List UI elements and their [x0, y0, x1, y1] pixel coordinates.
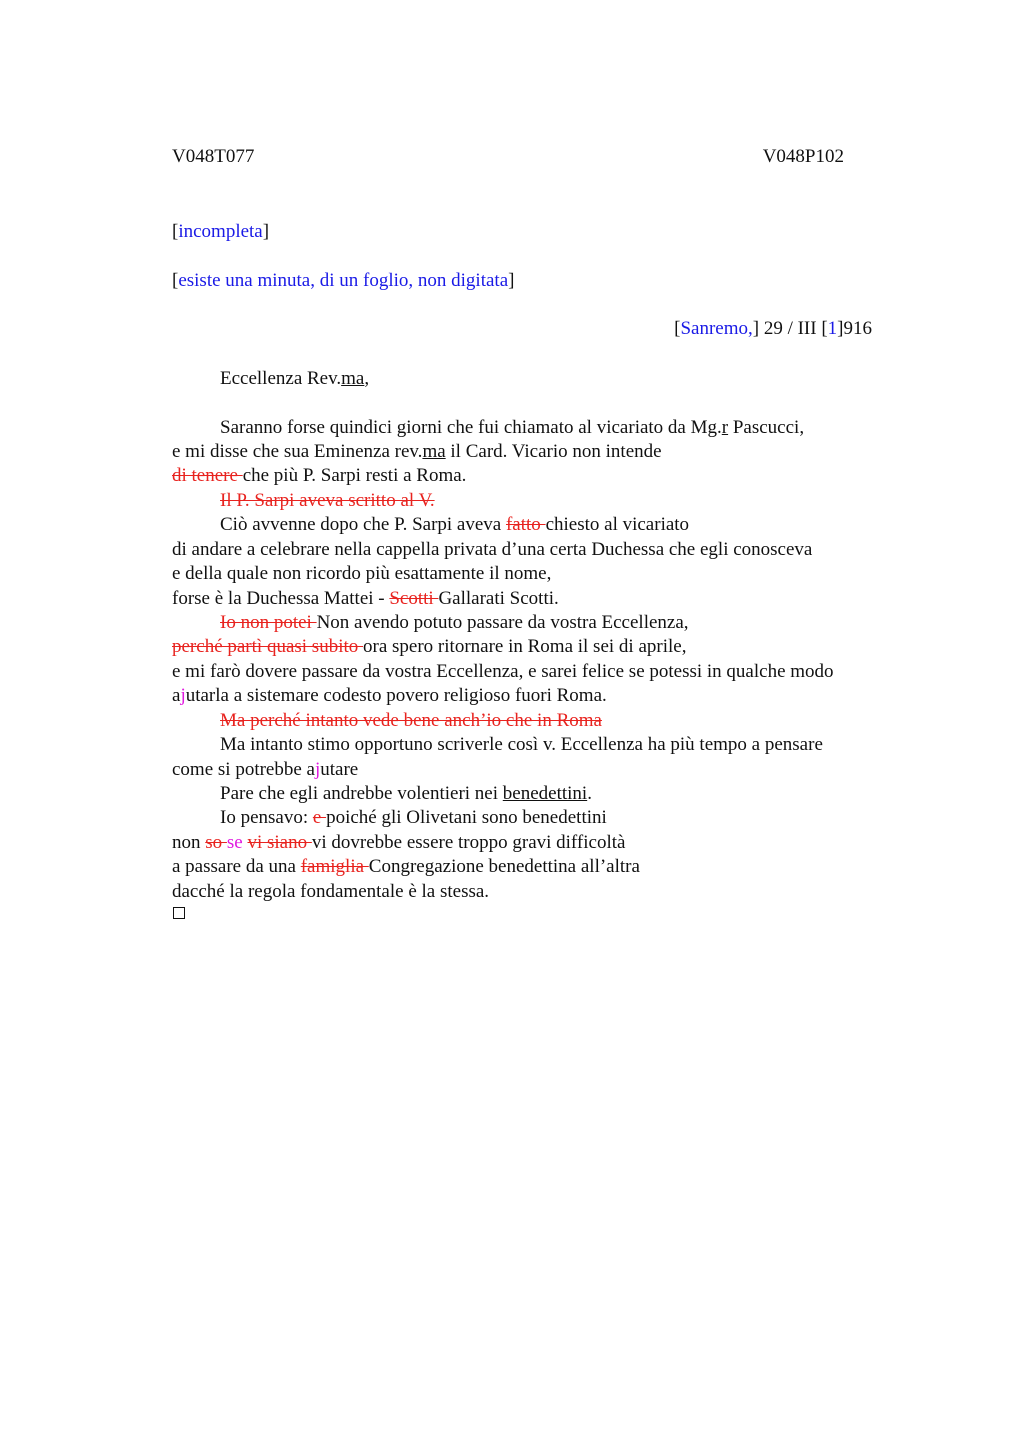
body-line [220, 489, 435, 513]
code-right: V048P102 [762, 146, 844, 167]
note-incomplete: [incompleta] [172, 221, 270, 242]
deleted-text: Il P. Sarpi aveva scritto al V. [220, 490, 435, 511]
text: Saranno forse quindici giorni che fui chiamato al vicariato da Mg. [220, 417, 722, 438]
text: e mi farò dovere passare da vostra Eccellenza, e sarei felice se potessi in qualche modo [172, 661, 834, 682]
text: forse è la Duchessa Mattei - [172, 588, 390, 609]
body-line [172, 831, 625, 855]
text: a [172, 685, 181, 706]
inserted-text: se [226, 832, 248, 853]
body-line [172, 758, 358, 782]
text: Ma intanto stimo opportuno scriverle così v. Eccellenza ha più tempo a pensare [220, 734, 823, 755]
body-line [172, 440, 662, 464]
body-line [172, 684, 607, 708]
text: ora spero ritornare in Roma il sei di aprile, [363, 636, 687, 657]
end-marker-box [173, 907, 185, 919]
body-line [172, 855, 640, 879]
text: il Card. Vicario non intende [445, 441, 662, 462]
dateline: [Sanremo,] 29 / III [1]916 [674, 318, 872, 339]
text-underlined: r [721, 417, 729, 438]
salutation-comma: , [364, 368, 370, 389]
body-line [220, 513, 689, 537]
body-line [172, 464, 466, 488]
dateline-place: Sanremo, [680, 318, 753, 339]
text: Pascucci, [728, 417, 805, 438]
text: a passare da una [172, 856, 301, 877]
text: utarla a sistemare codesto povero religioso fuori Roma. [185, 685, 607, 706]
inserted-letter: j [180, 685, 186, 706]
note-draft: [esiste una minuta, di un foglio, non digitata] [172, 270, 515, 291]
deleted-text: Ma perché intanto vede bene anch’io che in Roma [220, 710, 602, 731]
text: utare [320, 759, 359, 780]
body-line [172, 538, 812, 562]
body-line [220, 709, 602, 733]
salutation-text: Eccellenza Rev. [220, 368, 342, 389]
body-line [172, 660, 834, 684]
body-line [172, 635, 686, 659]
text: . [587, 783, 592, 804]
note-incomplete-text: incompleta [178, 221, 263, 242]
body-line [172, 587, 559, 611]
body-line [172, 880, 489, 904]
text-underlined: ma [422, 441, 446, 462]
text: Ciò avvenne dopo che P. Sarpi aveva [220, 514, 506, 535]
text: Gallarati Scotti. [438, 588, 559, 609]
deleted-text: so [205, 832, 227, 853]
note-draft-text: esiste una minuta, di un foglio, non digitata [178, 270, 509, 291]
deleted-text: Io non potei [220, 612, 317, 633]
code-left: V048T077 [172, 146, 255, 167]
dateline-year: 916 [843, 318, 872, 339]
text: poiché gli Olivetani sono benedettini [326, 807, 607, 828]
deleted-text: fatto [505, 514, 546, 535]
body-line [220, 416, 804, 440]
deleted-text: perché partì quasi subito [172, 636, 364, 657]
text: chiesto al vicariato [545, 514, 690, 535]
dateline-date: 29 / III [763, 318, 822, 339]
deleted-text: vi siano [247, 832, 312, 853]
deleted-text: di tenere [172, 465, 243, 486]
salutation-superscript: ma [341, 368, 365, 389]
text: che più P. Sarpi resti a Roma. [242, 465, 467, 486]
text: Pare che egli andrebbe volentieri nei [220, 783, 503, 804]
text: vi dovrebbe essere troppo gravi difficoltà [311, 832, 626, 853]
text: non [172, 832, 206, 853]
deleted-text: e [312, 807, 327, 828]
text: dacché la regola fondamentale è la stessa. [172, 881, 490, 902]
body-line [220, 611, 689, 635]
dateline-century: 1 [827, 318, 838, 339]
deleted-text: famiglia [300, 856, 369, 877]
text: Congregazione benedettina all’altra [368, 856, 640, 877]
text: come si potrebbe a [172, 759, 315, 780]
text: e mi disse che sua Eminenza rev. [172, 441, 423, 462]
text: Non avendo potuto passare da vostra Eccellenza, [316, 612, 689, 633]
text: Io pensavo: [220, 807, 313, 828]
deleted-text: Scotti [389, 588, 439, 609]
body-line [220, 733, 823, 757]
text-underlined: benedettini [502, 783, 588, 804]
body-line [220, 806, 607, 830]
body-line [172, 562, 551, 586]
inserted-letter: j [314, 759, 321, 780]
document-codes [172, 146, 844, 170]
text: di andare a celebrare nella cappella privata d’una certa Duchessa che egli conosceva [172, 539, 813, 560]
text: e della quale non ricordo più esattamente il nome, [172, 563, 552, 584]
salutation [220, 367, 369, 391]
body-line [220, 782, 592, 806]
